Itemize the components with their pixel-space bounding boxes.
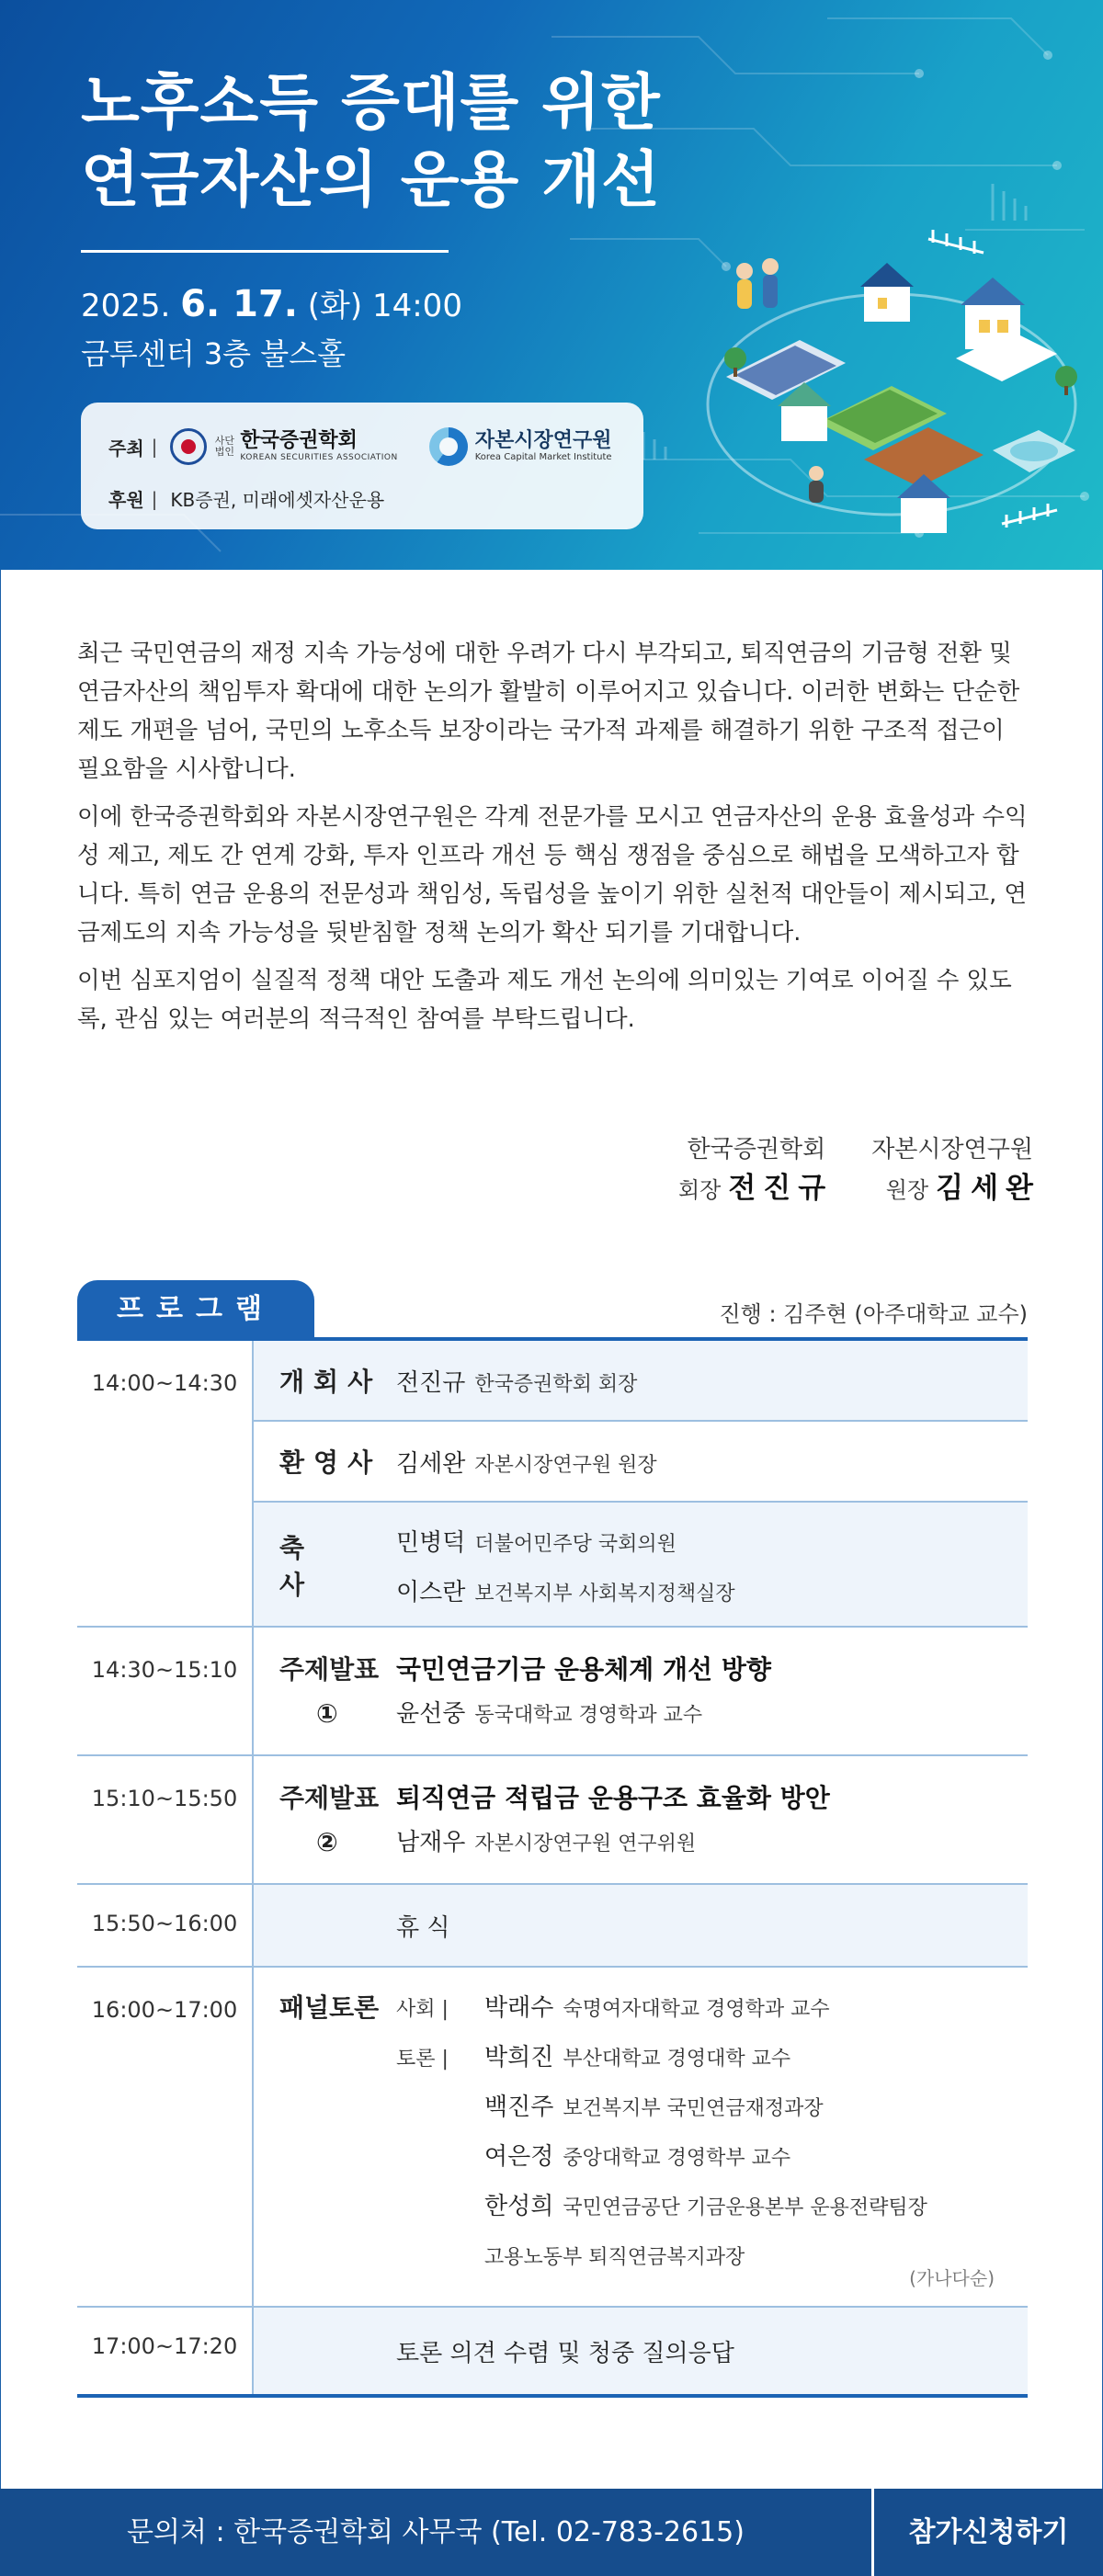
chair-role: 사회 | — [396, 1998, 449, 2021]
speaker-affiliation: 더불어민주당 국회의원 — [474, 1533, 677, 1556]
ksa-tag: 사단법인 — [214, 435, 235, 458]
organizer-box — [81, 403, 643, 529]
qa-cell — [254, 2308, 1028, 2394]
kcmi-logo-icon — [429, 427, 468, 466]
qa-label: 토론 의견 수렴 및 청중 질의응답 — [396, 2339, 734, 2367]
event-title — [81, 64, 779, 219]
date-time: (화) 14:00 — [307, 288, 462, 324]
title-line-2: 연금자산의 운용 개선 — [81, 144, 661, 215]
panel-cell — [254, 1968, 1028, 2306]
panel-role: 토론 | — [396, 2048, 449, 2071]
signer-kcmi — [871, 1130, 1040, 1209]
talk-label: 주제발표 — [279, 1783, 380, 1813]
title-divider — [81, 250, 449, 253]
row-time: 14:30~15:10 — [77, 1628, 254, 1754]
separator: | — [151, 487, 158, 510]
speaker-affiliation: 한국증권학회 회장 — [474, 1372, 638, 1396]
order-note: (가나다순) — [909, 2267, 995, 2289]
program-tab: 프로그램 — [77, 1280, 314, 1339]
signer-position: 원장 — [885, 1177, 929, 1203]
signer-org: 자본시장연구원 — [871, 1136, 1033, 1163]
panelist-affiliation: 보건복지부 국민연금재정과장 — [563, 2097, 824, 2120]
kcmi-name-block — [475, 430, 612, 463]
row-label: 패널토론 — [279, 1992, 380, 2023]
invitation-text — [77, 634, 1033, 1048]
program-row-opening — [77, 1341, 1028, 1628]
kcmi-name: 자본시장연구원 — [474, 429, 612, 452]
speaker-affiliation: 자본시장연구원 연구위원 — [474, 1833, 697, 1855]
break-label: 휴 식 — [396, 1913, 450, 1942]
talk-label: 주제발표 — [279, 1654, 380, 1685]
intro-paragraph-3: 이번 심포지엄이 실질적 정책 대안 도출과 제도 개선 논의에 의미있는 기여로 이어질 수 있도록, 관심 있는 여러분의 적극적인 참여를 부탁드립니다. — [77, 967, 1012, 1033]
row-time: 16:00~17:00 — [77, 1968, 254, 2306]
panelist-affiliation: 부산대학교 경영대학 교수 — [563, 2048, 791, 2071]
event-date — [81, 280, 462, 325]
ksa-name-block — [240, 430, 397, 463]
row-label — [254, 1648, 396, 1754]
program-row-qa — [77, 2308, 1028, 2398]
signatories — [677, 1130, 1040, 1209]
program-row-panel — [77, 1968, 1028, 2308]
panelist-name: 백진주 — [484, 2094, 554, 2121]
signer-position: 회장 — [677, 1177, 722, 1203]
ksa-logo-icon — [170, 428, 207, 465]
talk-title: 국민연금기금 운용체계 개선 방향 — [396, 1654, 771, 1685]
panelist-name: 박희진 — [484, 2044, 554, 2071]
speaker-name: 윤선중 — [396, 1700, 466, 1728]
ksa-name-en: KOREAN SECURITIES ASSOCIATION — [240, 453, 398, 462]
date-day: 6. 17. — [180, 283, 298, 325]
speaker-name: 남재우 — [396, 1829, 466, 1856]
footer-bar — [0, 2489, 1103, 2576]
date-year: 2025. — [81, 288, 171, 324]
ksa-name: 한국증권학회 — [240, 429, 358, 452]
host-row — [108, 426, 612, 467]
chair-name: 박래수 — [484, 1994, 554, 2022]
row-label: 축사 — [279, 1533, 371, 1600]
moderator: 진행 : 김주현 (아주대학교 교수) — [719, 1301, 1028, 1327]
sponsor-names: KB증권, 미래에셋자산운용 — [170, 489, 385, 511]
row-time: 15:50~16:00 — [77, 1885, 254, 1966]
talk-number: ① — [316, 1698, 338, 1729]
row-label — [254, 1776, 396, 1883]
hero-banner — [0, 0, 1103, 570]
row-time: 17:00~17:20 — [77, 2308, 254, 2394]
panelist-affiliation: 고용노동부 퇴직연금복지과장 — [484, 2246, 745, 2269]
chair-affiliation: 숙명여자대학교 경영학과 교수 — [563, 1998, 830, 2021]
speaker-name: 민병덕 — [396, 1529, 466, 1557]
program-table — [77, 1341, 1028, 2398]
speaker-name: 이스란 — [396, 1579, 466, 1606]
row-time: 15:10~15:50 — [77, 1756, 254, 1883]
break-cell — [254, 1885, 1028, 1966]
panelist-name: 여은정 — [484, 2143, 554, 2171]
program-row-talk1 — [77, 1628, 1028, 1756]
talk-title: 퇴직연금 적립금 운용구조 효율화 방안 — [396, 1783, 830, 1813]
speaker-name: 전진규 — [396, 1368, 466, 1397]
row-label: 개회사 — [279, 1367, 382, 1397]
kcmi-name-en: Korea Capital Market Institute — [474, 452, 612, 462]
speaker-affiliation: 동국대학교 경영학과 교수 — [474, 1704, 703, 1727]
talk-number: ② — [316, 1827, 338, 1857]
host-label: 주최 — [108, 437, 144, 460]
separator: | — [151, 436, 158, 458]
program-row-talk2 — [77, 1756, 1028, 1885]
intro-paragraph-1: 최근 국민연금의 재정 지속 가능성에 대한 우려가 다시 부각되고, 퇴직연금의 기금형 전환 및 연금자산의 책임투자 확대에 대한 논의가 활발히 이루어지고 있습니다. 이러한 변화는 단순한 제도 개편을 넘어, 국민의 노후소득 보장이라는 국가적 과제를 해결하기 위한 구조적 접근이 필요함을 시사합니다. — [77, 640, 1020, 783]
panelist-affiliation: 중앙대학교 경영학부 교수 — [563, 2147, 791, 2170]
event-venue: 금투센터 3층 불스홀 — [81, 336, 346, 371]
congratulatory-address — [254, 1501, 1028, 1626]
panelist-affiliation: 국민연금공단 기금운용본부 운용전략팀장 — [563, 2196, 927, 2219]
welcome-address — [254, 1420, 1028, 1501]
sponsor-row — [108, 485, 384, 512]
signer-name: 김세완 — [936, 1172, 1040, 1205]
talk2-cell — [254, 1756, 1028, 1883]
signer-name: 전진규 — [728, 1172, 834, 1205]
contact-info: 문의처 : 한국증권학회 사무국 (Tel. 02-783-2615) — [127, 2516, 745, 2548]
speaker-name: 김세완 — [396, 1449, 466, 1478]
title-line-1: 노후소득 증대를 위한 — [81, 67, 661, 138]
program-row-break — [77, 1885, 1028, 1968]
intro-paragraph-2: 이에 한국증권학회와 자본시장연구원은 각계 전문가를 모시고 연금자산의 운용 효율성과 수익성 제고, 제도 간 연계 강화, 투자 인프라 개선 등 핵심 쟁점을 중심으로 해법을 모색하고자 합니다. 특히 연금 운용의 전문성과 책임성, 독립성을 높이기 위한 실천적 대안들이 제시되고, 연금제도의 지속 가능성을 뒷받침할 정책 논의가 확산 되기를 기대합니다. — [77, 803, 1028, 947]
speaker-affiliation: 보건복지부 사회복지정책실장 — [474, 1583, 735, 1606]
apply-button[interactable]: 참가신청하기 — [908, 2516, 1069, 2548]
row-time: 14:00~14:30 — [77, 1341, 254, 1626]
opening-address — [254, 1341, 1028, 1420]
panelist-name: 한성희 — [484, 2193, 554, 2220]
talk1-cell — [254, 1628, 1028, 1754]
signer-ksa — [677, 1130, 834, 1209]
signer-org: 한국증권학회 — [687, 1136, 826, 1163]
retirement-village-illustration — [680, 221, 1085, 561]
sponsor-label: 후원 — [108, 489, 144, 511]
speaker-affiliation: 자본시장연구원 원장 — [474, 1453, 657, 1477]
row-label: 환영사 — [279, 1447, 382, 1478]
